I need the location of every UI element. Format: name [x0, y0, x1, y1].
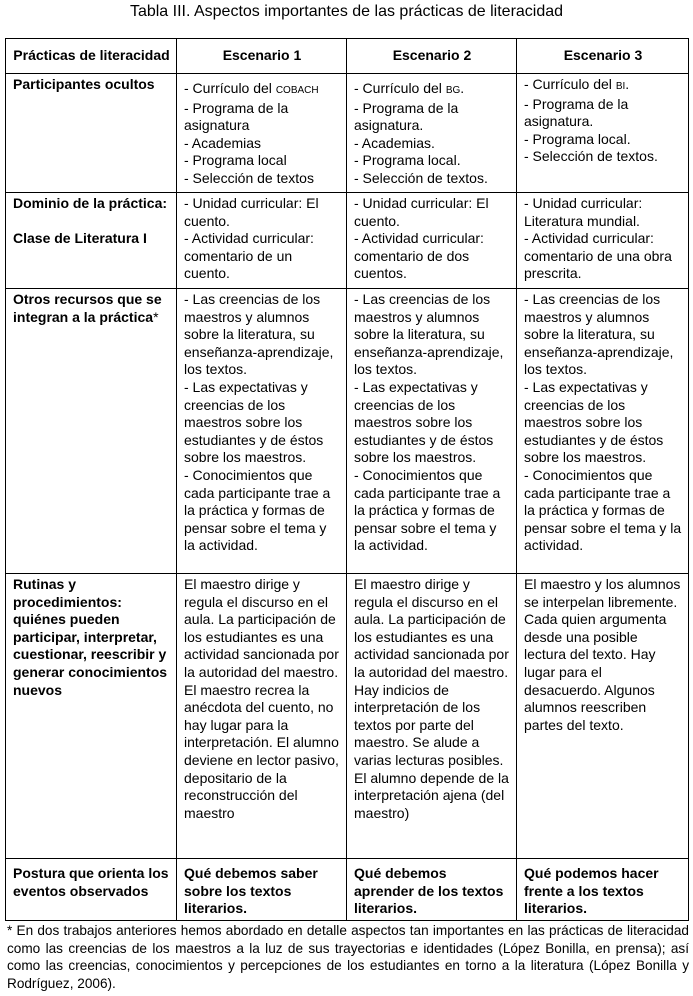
- cell-participantes-e3: [517, 74, 689, 193]
- list-item: - Actividad curricular: comentario de un cuento.: [184, 230, 314, 282]
- list-item: - Conocimientos que cada participante trae a la práctica y formas de pensar sobre el tema y la actividad.: [354, 466, 501, 554]
- cell-recursos-e1: [177, 289, 347, 574]
- cell-rutinas-e1: El maestro dirige y regula el discurso en el aula. La participación de los estudiantes es una actividad sancionada por la autoridad del maestro. El maestro recrea la anécdota del cuento, no hay lugar para la interpretación. El alumno deviene en lector pasivo, depositario de la reconstrucción del maestro: [177, 574, 347, 859]
- list-item: - Programa local.: [524, 130, 631, 147]
- list-item: - Conocimientos que cada participante trae a la práctica y formas de pensar sobre el tema y la actividad.: [524, 466, 682, 554]
- row-label-rutinas: Rutinas y procedimientos: quiénes pueden participar, interpretar, cuestionar, reescribir y generar conocimientos nuevos: [6, 574, 177, 859]
- list-item: - Academias: [184, 134, 262, 151]
- list-item: - Unidad curricular: Literatura mundial.: [524, 195, 643, 229]
- row-postura: [6, 859, 689, 921]
- list-item: - Unidad curricular: El cuento.: [354, 195, 489, 229]
- cell-postura-e1: Qué debemos saber sobre los textos literarios.: [177, 859, 347, 921]
- list-item: - Las expectativas y creencias de los maestros sobre los estudiantes y de éstos sobre los maestros.: [184, 378, 324, 466]
- list-item: - Actividad curricular: comentario de una obra prescrita.: [524, 230, 672, 282]
- list-item: - Selección de textos: [184, 169, 314, 186]
- header-scenario-1: Escenario 1: [177, 39, 347, 74]
- acronym: BG: [445, 85, 461, 96]
- table-title: Tabla III. Aspectos importantes de las prácticas de literacidad: [129, 3, 564, 20]
- list-item: - Unidad curricular: El cuento.: [184, 195, 319, 229]
- row-label-dominio: [6, 193, 177, 289]
- row-dominio: [6, 193, 689, 289]
- row-label-dominio-line2: Clase de Literatura I: [13, 229, 147, 246]
- list-item: - Las creencias de los maestros y alumnos sobre la literatura, su enseñanza-aprendizaje, los textos.: [354, 291, 504, 378]
- line-suffix: .: [460, 80, 465, 96]
- footnote: * En dos trabajos anteriores hemos abordado en detalle aspectos tan importantes en las prácticas de literacidad como las creencias de los maestros a la luz de sus trayectorias e identidades (López Bonilla, en prensa); así como las creencias, conocimientos y percepciones de los estudiantes en torno a la literatura (López Bonilla y Rodríguez, 2006).: [7, 923, 689, 991]
- list-item: - Actividad curricular: comentario de dos cuentos.: [354, 230, 484, 282]
- line-prefix: - Currículo del: [184, 80, 276, 96]
- list-item: - Programa de la asignatura.: [354, 99, 459, 134]
- list-item: - Conocimientos que cada participante trae a la práctica y formas de pensar sobre el tema y la actividad.: [184, 466, 331, 554]
- list-item: - Las creencias de los maestros y alumnos sobre la literatura, su enseñanza-aprendizaje, los textos.: [184, 291, 334, 378]
- cell-participantes-e2: [347, 74, 517, 193]
- row-label-postura: Postura que orienta los eventos observados: [6, 859, 177, 921]
- list-item: - Selección de textos.: [354, 169, 488, 186]
- cell-rutinas-e3: El maestro y los alumnos se interpelan libremente. Cada quien argumenta desde una posible lectura del texto. Hay lugar para el desacuerdo. Algunos alumnos reescriben partes del texto.: [517, 574, 689, 859]
- cell-dominio-e1: [177, 193, 347, 289]
- row-label-recursos: [6, 289, 177, 574]
- cell-dominio-e2: [347, 193, 517, 289]
- row-recursos: [6, 289, 689, 574]
- row-rutinas: [6, 574, 689, 859]
- line-prefix: - Currículo del: [524, 76, 616, 92]
- list-item: - Las expectativas y creencias de los maestros sobre los estudiantes y de éstos sobre los maestros.: [354, 378, 494, 466]
- footnote-mark: *: [153, 308, 159, 325]
- list-item: - Programa local: [184, 152, 287, 169]
- row-label-dominio-line1: Dominio de la práctica:: [13, 195, 168, 211]
- cell-postura-e2: Qué debemos aprender de los textos literarios.: [347, 859, 517, 921]
- list-item: - Selección de textos.: [524, 148, 658, 165]
- cell-participantes-e1: [177, 74, 347, 193]
- list-item: - Las expectativas y creencias de los maestros sobre los estudiantes y de éstos sobre los maestros.: [524, 378, 664, 466]
- row-participantes: [6, 74, 689, 193]
- header-practices: Prácticas de literacidad: [6, 39, 177, 74]
- row-label-participantes: Participantes ocultos: [6, 74, 177, 193]
- list-item: - Academias.: [354, 134, 435, 151]
- line-prefix: - Currículo del: [354, 80, 446, 96]
- cell-dominio-e3: [517, 193, 689, 289]
- acronym: COBACH: [275, 85, 319, 96]
- cell-postura-e3: Qué podemos hacer frente a los textos literarios.: [517, 859, 689, 921]
- cell-recursos-e3: [517, 289, 689, 574]
- header-row: [6, 39, 689, 74]
- line-suffix: .: [625, 76, 630, 92]
- list-item: - Programa local.: [354, 152, 461, 169]
- list-item: - Programa de la asignatura: [184, 99, 289, 134]
- header-scenario-3: Escenario 3: [517, 39, 689, 74]
- cell-recursos-e2: [347, 289, 517, 574]
- list-item: - Programa de la asignatura.: [524, 95, 629, 130]
- literacy-practices-table: [5, 38, 689, 921]
- cell-rutinas-e2: El maestro dirige y regula el discurso en el aula. La participación de los estudiantes es una actividad sancionada por la autoridad del maestro. Hay indicios de interpretación de los textos por parte del maestro. Se alude a varias lecturas posibles. El alumno depende de la interpretación ajena (del maestro): [347, 574, 517, 859]
- header-scenario-2: Escenario 2: [347, 39, 517, 74]
- row-label-recursos-text: Otros recursos que se integran a la práctica: [13, 291, 162, 325]
- acronym: BI: [615, 81, 626, 92]
- list-item: - Las creencias de los maestros y alumnos sobre la literatura, su enseñanza-aprendizaje, los textos.: [524, 291, 674, 378]
